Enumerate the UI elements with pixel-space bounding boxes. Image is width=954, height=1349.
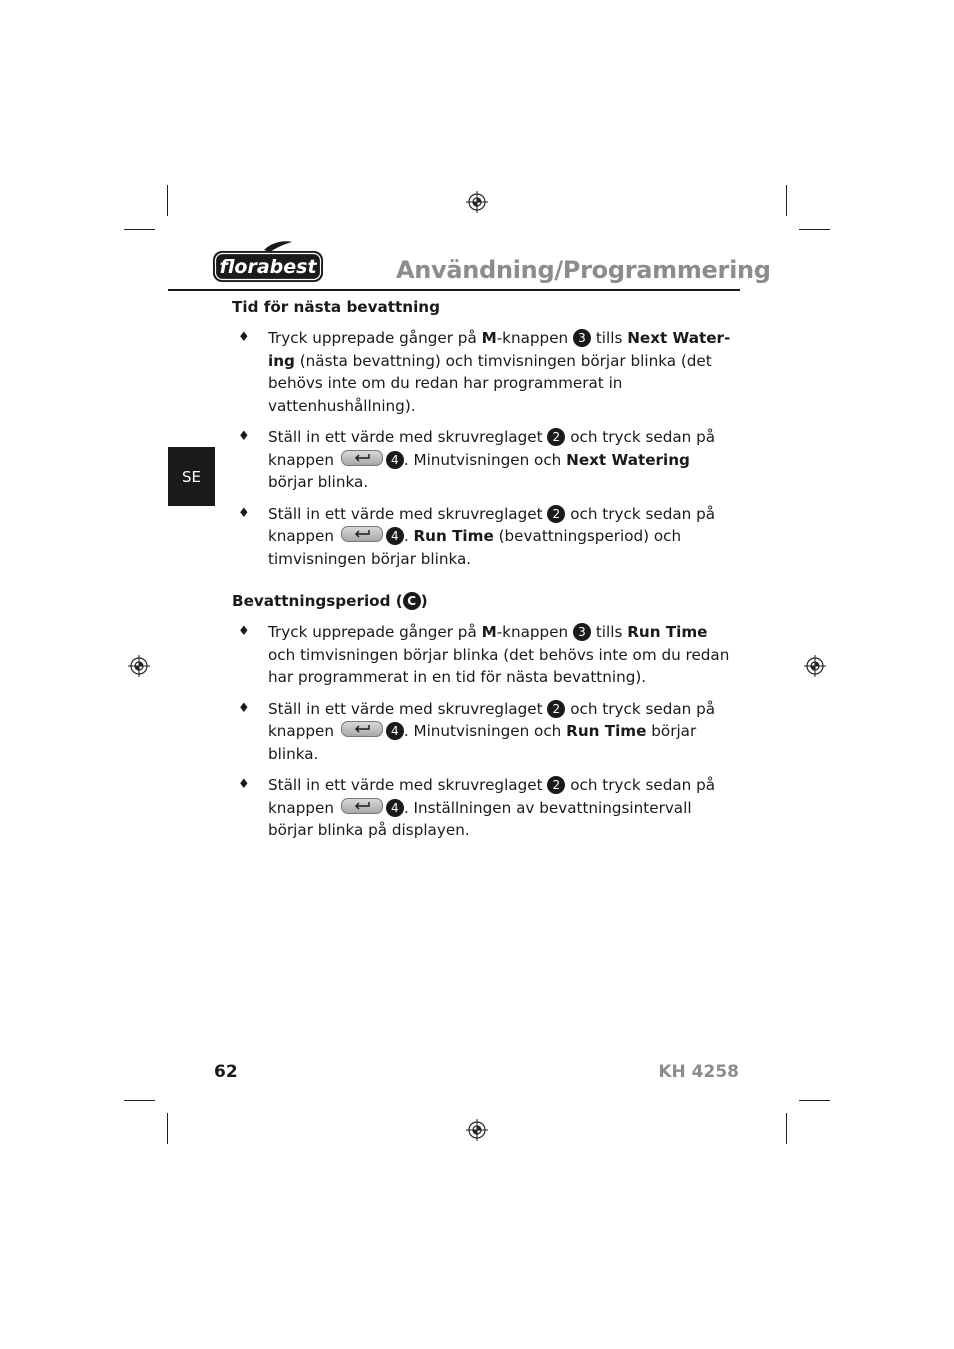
diamond-bullet-icon: ♦	[238, 429, 250, 444]
number-badge: 3	[573, 329, 591, 347]
number-badge: 4	[386, 722, 404, 740]
list-item: ♦ Ställ in ett värde med skruvreglaget 2 och tryck sedan på knappen 4 . Run Time (bevattningsperiod) och timvisningen börjar blinka.	[238, 504, 716, 568]
enter-key-icon	[341, 721, 383, 737]
diamond-bullet-icon: ♦	[238, 505, 250, 521]
language-tab-label: SE	[182, 467, 201, 486]
section-heading: Bevattningsperiod ( C )	[232, 592, 428, 610]
instruction-list	[232, 327, 732, 570]
florabest-logo	[212, 240, 324, 284]
enter-key-icon	[341, 526, 383, 542]
logo-text: florabest	[219, 256, 317, 278]
number-badge: 2	[547, 505, 565, 523]
registration-mark-icon	[466, 1119, 488, 1141]
model-number: KH 4258	[658, 1062, 739, 1082]
number-badge: 4	[386, 799, 404, 817]
label-badge: C	[403, 592, 421, 610]
crop-mark	[799, 229, 830, 230]
crop-mark	[799, 1100, 830, 1101]
number-badge: 3	[573, 623, 591, 641]
diamond-bullet-icon: ♦	[238, 700, 250, 716]
diamond-bullet-icon: ♦	[238, 330, 250, 345]
registration-mark-icon	[804, 655, 826, 677]
instruction-list	[232, 621, 732, 842]
registration-mark-icon	[466, 191, 488, 213]
list-item: ♦ Ställ in ett värde med skruvreglaget 2 och tryck sedan på knappen 4 . Inställningen av bevattningsintervall börjar blinka på displayen.	[238, 776, 716, 839]
enter-key-icon	[341, 798, 383, 814]
enter-key-icon	[341, 450, 383, 466]
registration-mark-icon	[128, 655, 150, 677]
number-badge: 4	[386, 451, 404, 469]
crop-mark	[124, 229, 155, 230]
number-badge: 2	[547, 428, 565, 446]
crop-mark	[124, 1100, 155, 1101]
number-badge: 2	[547, 776, 565, 794]
diamond-bullet-icon: ♦	[238, 777, 250, 792]
number-badge: 2	[547, 700, 565, 718]
list-item: ♦ Tryck upprepade gånger på M-knappen 3 tills Run Time och timvisningen börjar blinka (det behövs inte om du redan har programmerat in en tid för nästa bevattning).	[238, 623, 730, 686]
section-heading: Tid för nästa bevattning	[232, 298, 440, 316]
crop-mark	[167, 185, 168, 216]
crop-mark	[167, 1113, 168, 1144]
list-item: ♦ Ställ in ett värde med skruvreglaget 2 och tryck sedan på knappen 4 . Minutvisningen och Run Time börjar blinka.	[238, 699, 716, 763]
page-title: Användning/Programmering	[396, 256, 771, 284]
list-item: ♦ Tryck upprepade gånger på M-knappen 3 tills Next Water-ing (nästa bevattning) och timvisningen börjar blinka (det behövs inte om du redan har programmerat in vattenhushållning).	[238, 329, 731, 415]
page-number: 62	[214, 1062, 238, 1082]
language-tab	[168, 447, 215, 506]
crop-mark	[786, 185, 787, 216]
main-content	[232, 296, 732, 842]
header-rule	[168, 289, 740, 291]
diamond-bullet-icon: ♦	[238, 624, 250, 639]
crop-mark	[786, 1113, 787, 1144]
number-badge: 4	[386, 527, 404, 545]
list-item: ♦ Ställ in ett värde med skruvreglaget 2 och tryck sedan på knappen 4 . Minutvisningen och Next Watering börjar blinka.	[238, 428, 716, 491]
